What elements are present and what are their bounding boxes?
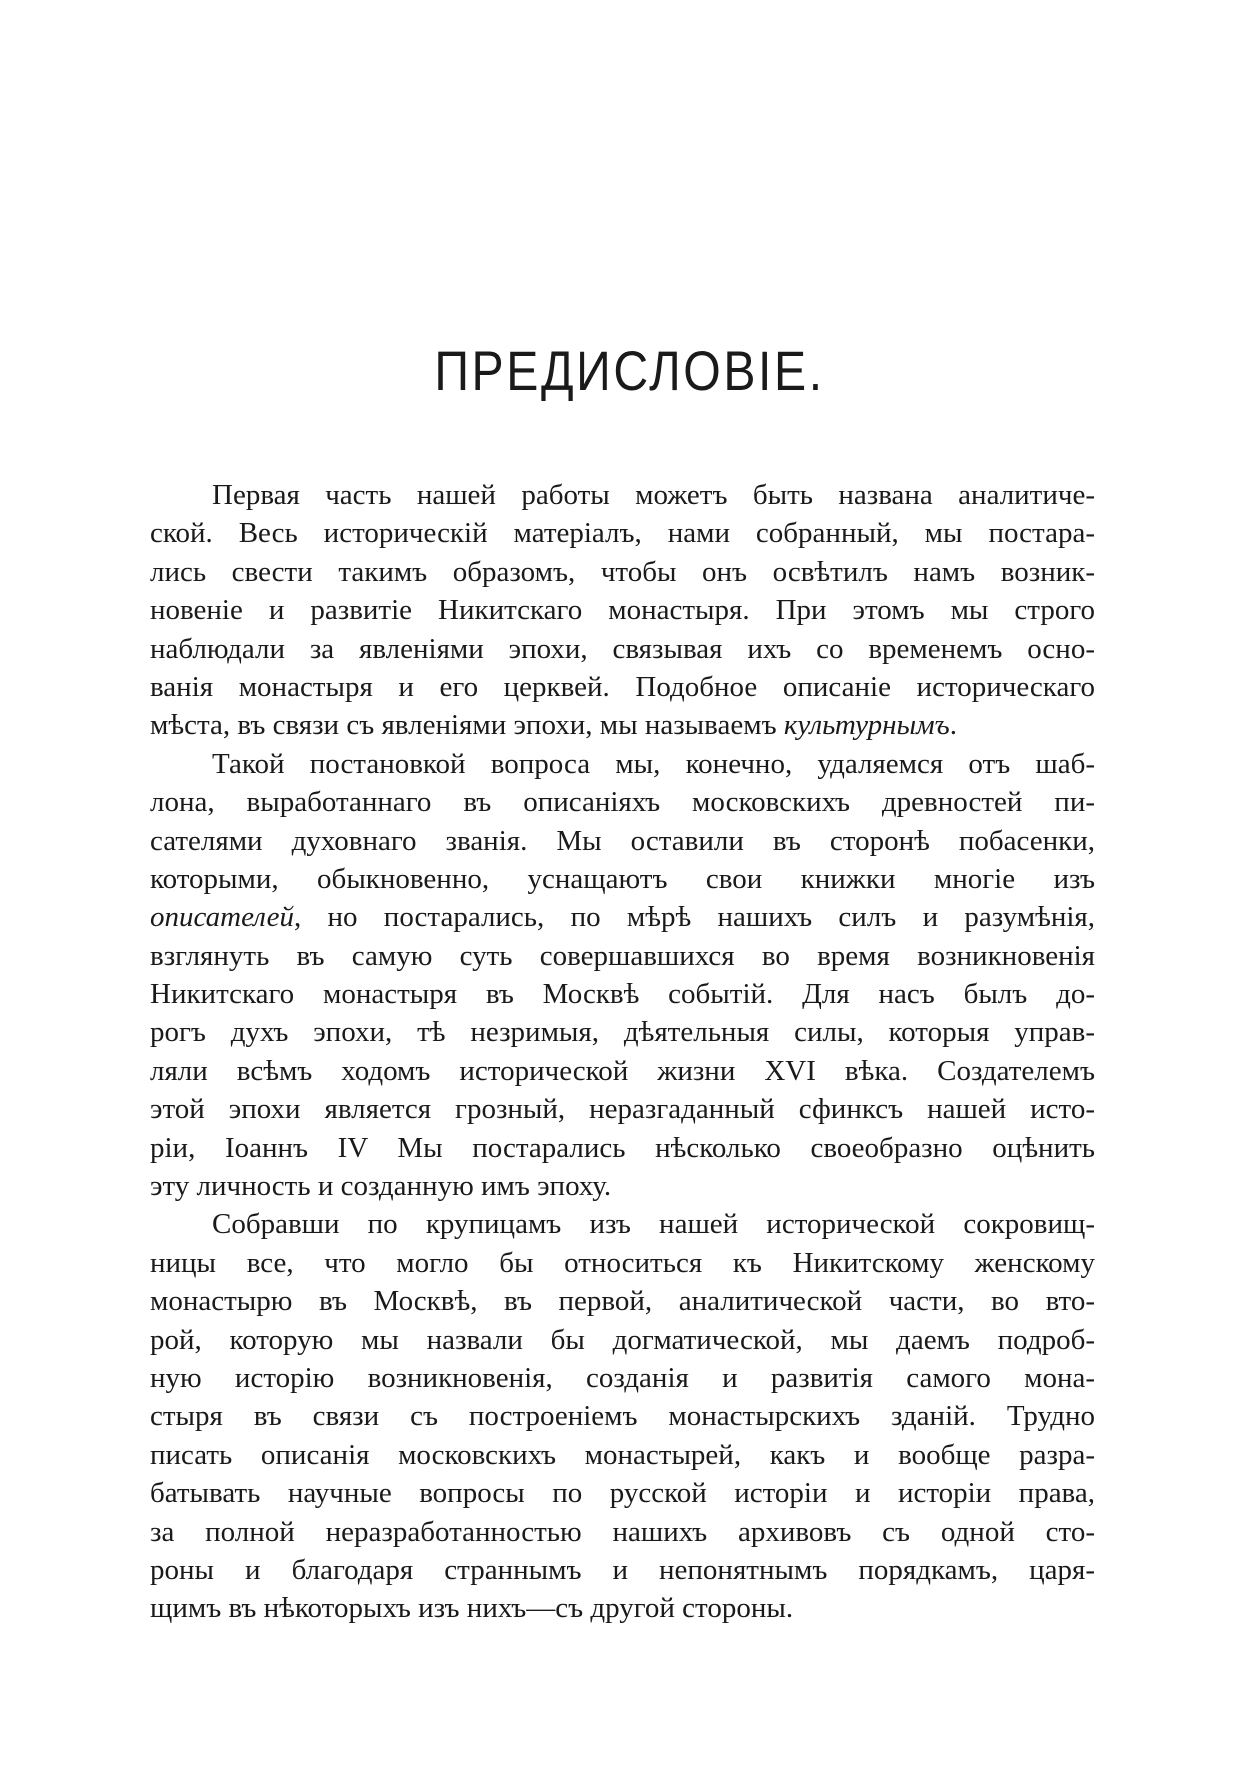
- text-line: Никитскаго монастыря въ Москвѣ событій. Для насъ былъ до-: [150, 978, 1095, 1011]
- text-line: за полной неразработанностью нашихъ архивовъ съ одной сто-: [150, 1515, 1095, 1548]
- text-segment: .: [949, 709, 957, 742]
- text-line: Первая часть нашей работы можетъ быть названа аналитиче-: [212, 479, 1095, 511]
- text-line: стыря въ связи съ построеніемъ монастырскихъ зданій. Трудно: [150, 1400, 1095, 1433]
- text-line: ную исторію возникновенія, созданія и развитія самого мона-: [150, 1361, 1095, 1394]
- text-line: этой эпохи является грозный, неразгаданный сфинксъ нашей исто-: [150, 1093, 1095, 1126]
- text-line: Такой постановкой вопроса мы, конечно, удаляемся отъ шаб-: [212, 747, 1095, 780]
- text-line: новеніе и развитіе Никитскаго монастыря. При этомъ мы строго: [150, 594, 1095, 627]
- page-title: ПРЕДИСЛОВІЕ.: [434, 339, 825, 402]
- text-line: Собравши по крупицамъ изъ нашей исторической сокровищ-: [212, 1208, 1095, 1241]
- text-line: лона, выработаннаго въ описаніяхъ московскихъ древностей пи-: [150, 786, 1095, 819]
- text-line: рогъ духъ эпохи, тѣ незримыя, дѣятельныя силы, которыя управ-: [150, 1016, 1095, 1049]
- text-line: ницы все, что могло бы относиться къ Никитскому женскому: [150, 1246, 1095, 1279]
- text-line: сателями духовнаго званія. Мы оставили въ сторонѣ побасенки,: [150, 824, 1095, 857]
- text-segment: , но постарались, по мѣрѣ нашихъ силъ и разумѣнія,: [293, 901, 1095, 934]
- body-text: [150, 476, 1095, 1628]
- text-line: лись свести такимъ образомъ, чтобы онъ освѣтилъ намъ возник-: [150, 555, 1095, 588]
- paragraph-2: [150, 745, 1095, 1206]
- text-line: писать описанія московскихъ монастырей, какъ и вообще разра-: [150, 1438, 1095, 1471]
- text-line: взглянуть въ самую суть совершавшихся во время возникновенія: [150, 939, 1095, 972]
- emphasized-word: описателей: [150, 901, 294, 934]
- text-line: ской. Весь историческій матеріалъ, нами собранный, мы постара-: [150, 517, 1095, 550]
- text-line: [150, 898, 1095, 936]
- text-line: щимъ въ нѣкоторыхъ изъ нихъ—съ другой стороны.: [150, 1592, 794, 1625]
- emphasized-word: культурнымъ: [783, 709, 950, 742]
- paragraph-3: [150, 1205, 1095, 1627]
- text-line: батывать научные вопросы по русской исторіи и исторіи права,: [150, 1477, 1095, 1510]
- text-line: роны и благодаря страннымъ и непонятнымъ порядкамъ, царя-: [150, 1553, 1095, 1586]
- text-line: монастырю въ Москвѣ, въ первой, аналитической части, во вто-: [150, 1285, 1095, 1318]
- text-segment: мѣста, въ связи съ явленіями эпохи, мы называемъ: [150, 709, 784, 742]
- paragraph-1: [150, 476, 1095, 745]
- text-line: [150, 706, 1095, 744]
- text-line: наблюдали за явленіями эпохи, связывая ихъ со временемъ осно-: [150, 632, 1095, 665]
- text-line: ляли всѣмъ ходомъ исторической жизни XVI вѣка. Создателемъ: [150, 1054, 1095, 1087]
- text-line: которыми, обыкновенно, уснащаютъ свои книжки многіе изъ: [150, 862, 1095, 895]
- text-line: ріи, Іоаннъ IV Мы постарались нѣсколько своеобразно оцѣнить: [150, 1131, 1095, 1164]
- text-line: ванія монастыря и его церквей. Подобное описаніе историческаго: [150, 670, 1095, 703]
- text-line: рой, которую мы назвали бы догматической, мы даемъ подроб-: [150, 1323, 1095, 1356]
- text-line: эту личность и созданную имъ эпоху.: [150, 1170, 612, 1203]
